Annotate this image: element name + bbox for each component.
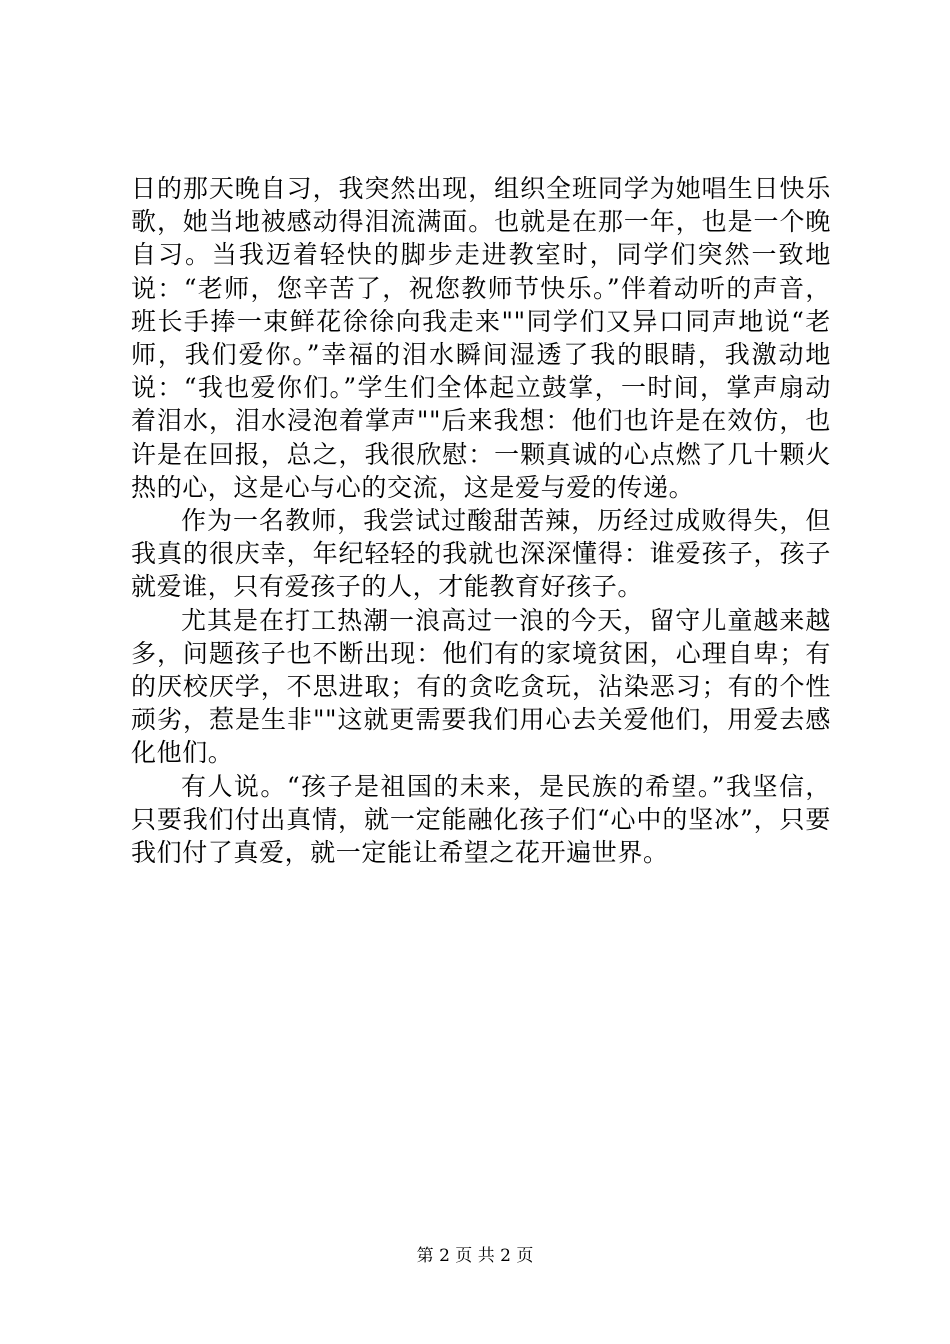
page-number-footer: 第 2 页 共 2 页 [416, 1246, 534, 1266]
paragraph-3: 尤其是在打工热潮一浪高过一浪的今天，留守儿童越来越多，问题孩子也不断出现：他们有的家境贫困，心理自卑；有的厌校厌学，不思进取；有的贪吃贪玩，沾染恶习；有的个性顽劣，惹是生非""这就更需要我们用心去关爱他们，用爱去感化他们。 [131, 605, 831, 768]
paragraph-1: 日的那天晚自习，我突然出现，组织全班同学为她唱生日快乐歌，她当地被感动得泪流满面。也就是在那一年，也是一个晚自习。当我迈着轻快的脚步走进教室时，同学们突然一致地说：“老师，您辛苦了，祝您教师节快乐。”伴着动听的声音，班长手捧一束鲜花徐徐向我走来""同学们又异口同声地说“老师，我们爱你。”幸福的泪水瞬间湿透了我的眼睛，我激动地说：“我也爱你们。”学生们全体起立鼓掌，一时间，掌声扇动着泪水，泪水浸泡着掌声""后来我想：他们也许是在效仿，也许是在回报，总之，我很欣慰：一颗真诚的心点燃了几十颗火热的心，这是心与心的交流，这是爱与爱的传递。 [131, 174, 831, 502]
document-body [131, 172, 831, 869]
paragraph-4: 有人说。“孩子是祖国的未来，是民族的希望。”我坚信，只要我们付出真情，就一定能融化孩子们“心中的坚冰”，只要我们付了真爱，就一定能让希望之花开遍世界。 [131, 771, 831, 868]
paragraph-2: 作为一名教师，我尝试过酸甜苦辣，历经过成败得失，但我真的很庆幸，年纪轻轻的我就也深深懂得：谁爱孩子，孩子就爱谁，只有爱孩子的人，才能教育好孩子。 [131, 506, 831, 602]
